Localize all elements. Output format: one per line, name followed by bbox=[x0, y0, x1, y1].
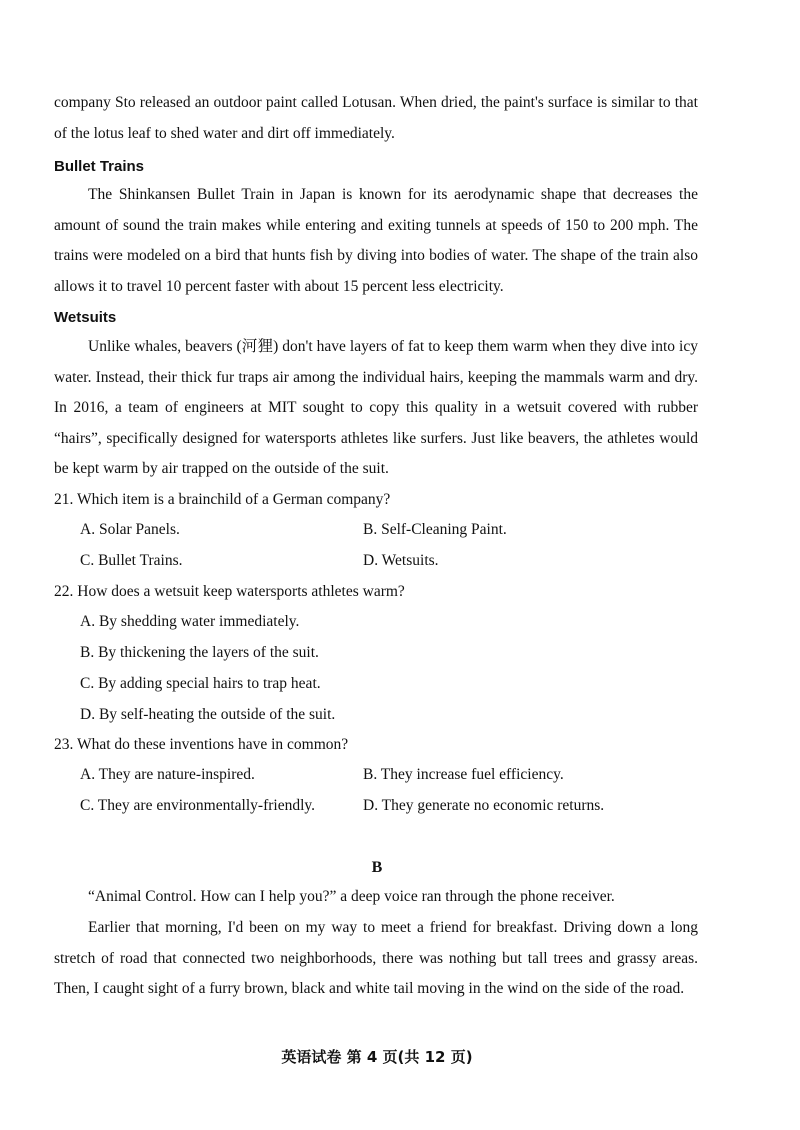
section-b-paragraph-2: Earlier that morning, I'd been on my way to meet a friend for breakfast. Driving down a long stretch of road that connected two neighborhoods, there was nothing but tall trees and grassy areas. Then, I caught sight of a furry brown, black and white tail moving in the wind on the side of the road. bbox=[54, 919, 698, 997]
question-21-option-a: A. Solar Panels. bbox=[80, 521, 180, 538]
question-21-option-d: D. Wetsuits. bbox=[363, 552, 439, 569]
section-b-label: B bbox=[371, 859, 383, 876]
question-23-stem: 23. What do these inventions have in common? bbox=[54, 736, 349, 753]
heading-wetsuits: Wetsuits bbox=[54, 309, 117, 326]
page-footer: 英语试卷 第 4 页(共 12 页) bbox=[281, 1048, 473, 1066]
question-21-option-c: C. Bullet Trains. bbox=[80, 552, 183, 569]
question-23-option-a: A. They are nature-inspired. bbox=[80, 766, 255, 783]
question-23-option-c: C. They are environmentally-friendly. bbox=[80, 797, 316, 814]
question-22-option-c: C. By adding special hairs to trap heat. bbox=[80, 675, 321, 692]
question-23-option-d: D. They generate no economic returns. bbox=[363, 797, 605, 814]
question-21-option-b: B. Self-Cleaning Paint. bbox=[363, 521, 507, 538]
section-b-paragraph-1: “Animal Control. How can I help you?” a deep voice ran through the phone receiver. bbox=[88, 888, 615, 905]
question-23-option-b: B. They increase fuel efficiency. bbox=[363, 766, 564, 783]
question-22-stem: 22. How does a wetsuit keep watersports athletes warm? bbox=[54, 583, 405, 600]
question-22-option-d: D. By self-heating the outside of the suit. bbox=[80, 706, 336, 723]
paragraph-bullet-trains: The Shinkansen Bullet Train in Japan is known for its aerodynamic shape that decreases the amount of sound the train makes while entering and exiting tunnels at speeds of 150 to 200 mph. The trains were modeled on a bird that hunts fish by diving into bodies of water. The shape of the train also allows it to travel 10 percent faster with about 15 percent less electricity. bbox=[54, 186, 698, 295]
question-21-stem: 21. Which item is a brainchild of a German company? bbox=[54, 491, 391, 508]
question-22-option-a: A. By shedding water immediately. bbox=[80, 613, 300, 630]
heading-bullet-trains: Bullet Trains bbox=[54, 158, 145, 175]
intro-paragraph: company Sto released an outdoor paint called Lotusan. When dried, the paint's surface is similar to that of the lotus leaf to shed water and dirt off immediately. bbox=[54, 94, 698, 142]
question-22-option-b: B. By thickening the layers of the suit. bbox=[80, 644, 319, 661]
paragraph-wetsuits: Unlike whales, beavers (河狸) don't have layers of fat to keep them warm when they dive into icy water. Instead, their thick fur traps air among the individual hairs, keeping the mammals warm and dry. In 2016, a team of engineers at MIT sought to copy this quality in a wetsuit covered with rubber “hairs”, specifically designed for watersports athletes like surfers. Just like beavers, the athletes would be kept warm by air trapped on the outside of the suit. bbox=[54, 338, 698, 477]
